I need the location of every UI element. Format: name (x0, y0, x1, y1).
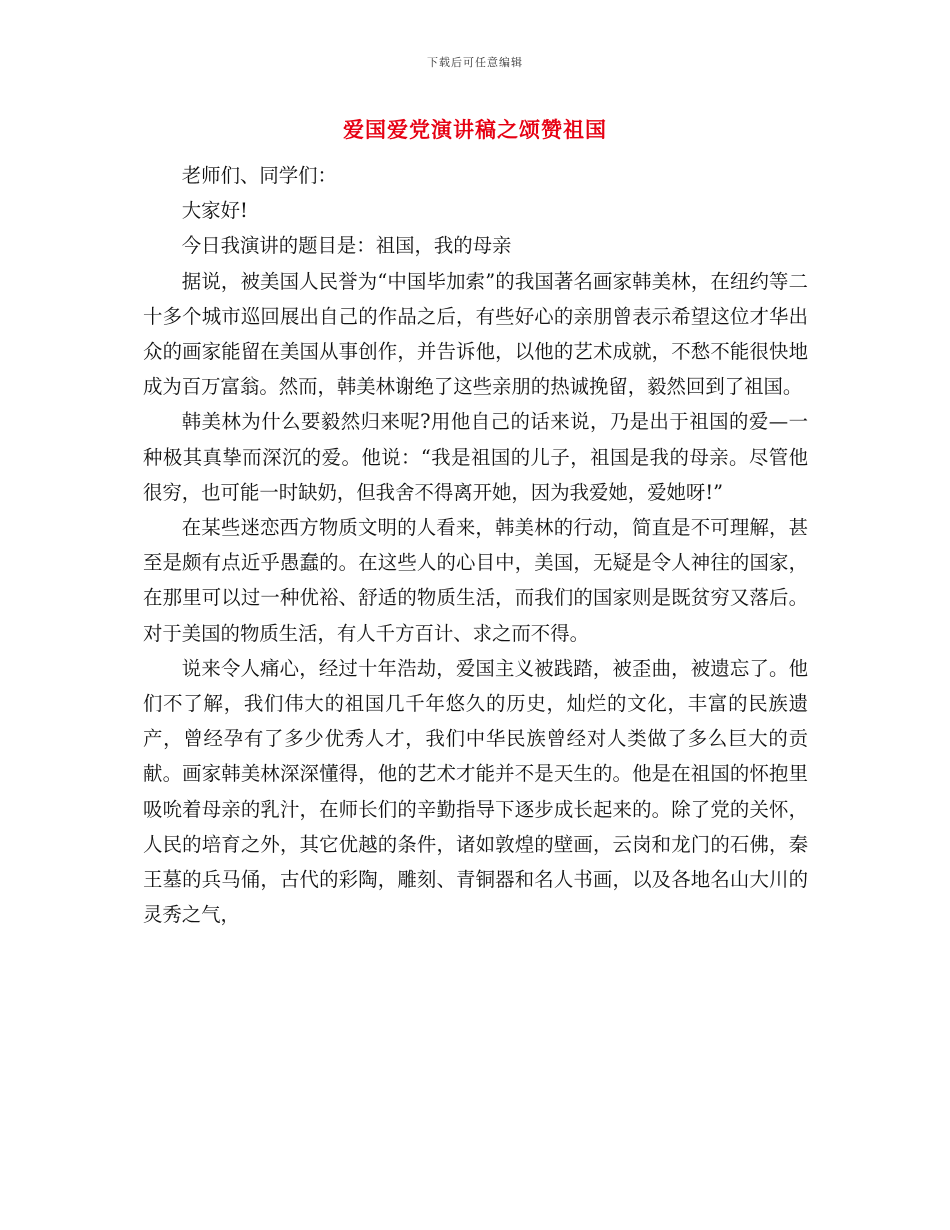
paragraph: 韩美林为什么要毅然归来呢?用他自己的话来说，乃是出于祖国的爱—一种极其真挚而深沉的爱。他说：“我是祖国的儿子，祖国是我的母亲。尽管他很穷，也可能一时缺奶，但我舍不得离开她，因为我爱她，爱她呀!” (143, 410, 808, 504)
paragraph-greeting: 老师们、同学们： (181, 164, 337, 187)
paragraph: 在某些迷恋西方物质文明的人看来，韩美林的行动，简直是不可理解，甚至是颇有点近乎愚蠢的。在这些人的心目中，美国，无疑是令人神往的国家，在那里可以过一种优裕、舒适的物质生活，而我们的国家则是既贫穷又落后。对于美国的物质生活，有人千方百计、求之而不得。 (143, 516, 808, 645)
paragraph-topic: 今日我演讲的题目是：祖国，我的母亲 (181, 234, 512, 258)
header-note: 下载后可任意编辑 (427, 56, 523, 69)
paragraph: 据说，被美国人民誉为“中国毕加索”的我国著名画家韩美林，在纽约等二十多个城市巡回展出自己的作品之后，有些好心的亲朋曾表示希望这位才华出众的画家能留在美国从事创作，并告诉他，以他的艺术成就，不愁不能很快地成为百万富翁。然而，韩美林谢绝了这些亲朋的热诚挽留，毅然回到了祖国。 (143, 269, 808, 399)
paragraph: 说来令人痛心，经过十年浩劫，爱国主义被践踏，被歪曲，被遗忘了。他们不了解，我们伟大的祖国几千年悠久的历史，灿烂的文化，丰富的民族遗产，曾经孕有了多少优秀人才，我们中华民族曾经对人类做了多么巨大的贡献。画家韩美林深深懂得，他的艺术才能并不是天生的。他是在祖国的怀抱里吸吮着母亲的乳汁，在师长们的辛勤指导下逐步成长起来的。除了党的关怀，人民的培育之外，其它优越的条件，诸如敦煌的壁画，云岗和龙门的石佛，秦王墓的兵马俑，古代的彩陶，雕刻、青铜器和名人书画，以及各地名山大川的灵秀之气， (143, 656, 808, 927)
paragraph-hello: 大家好! (181, 199, 248, 223)
document-body (143, 158, 808, 932)
document-title: 爱国爱党演讲稿之颂赞祖国 (343, 118, 607, 142)
